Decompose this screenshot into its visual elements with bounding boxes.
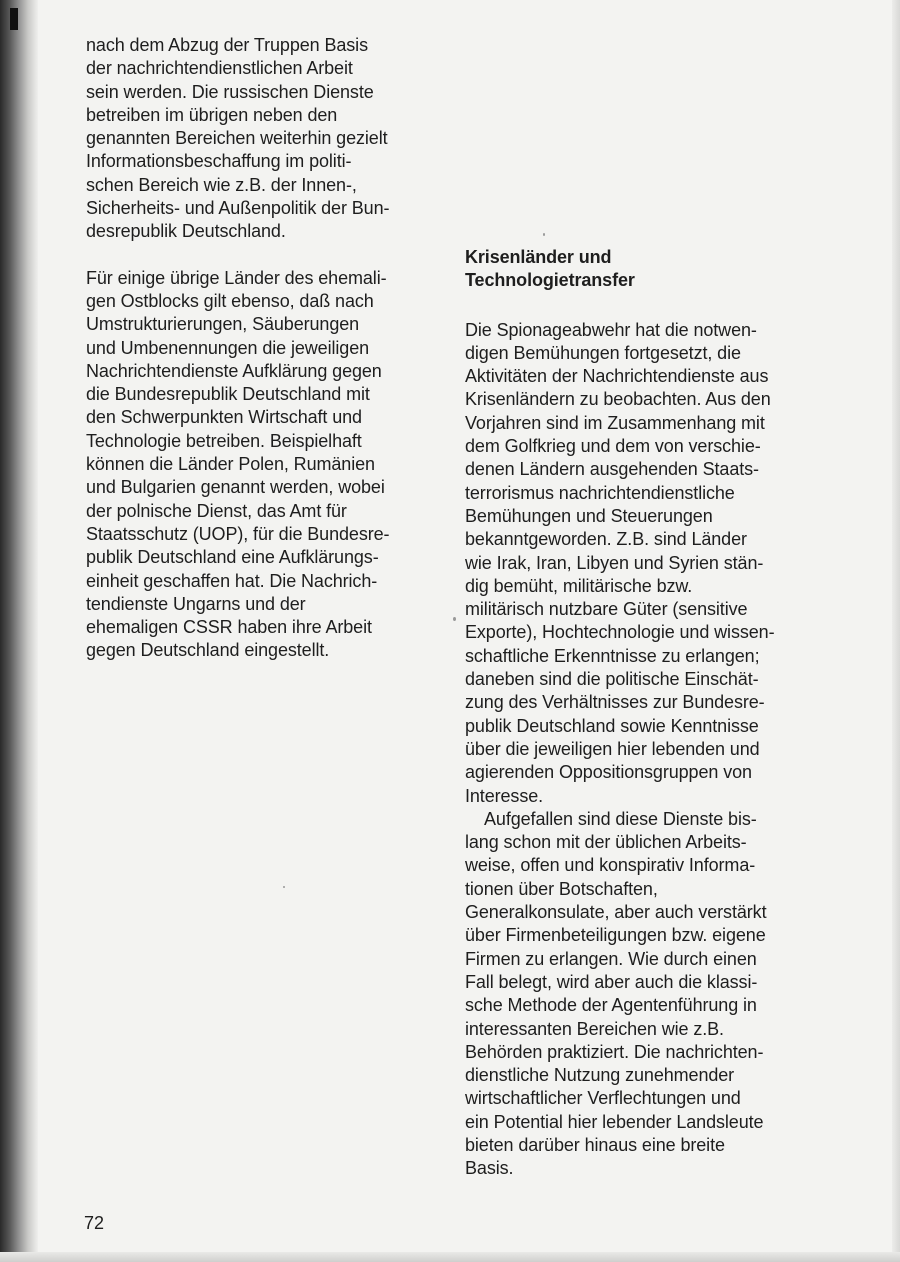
text-line: Für einige übrige Länder des ehemali- [86,267,387,288]
text-line: Nachrichtendienste Aufklärung gegen [86,360,382,381]
text-line: gegen Deutschland eingestellt. [86,640,330,661]
text-line: bieten darüber hinaus eine breite [465,1134,725,1155]
text-line: der nachrichtendienstlichen Arbeit [86,58,353,79]
heading-line: Krisenländer und [465,247,612,267]
text-line: dig bemüht, militärische bzw. [465,575,693,596]
text-line: publik Deutschland eine Aufklärungs- [86,547,379,568]
text-line: Bemühungen und Steuerungen [465,505,713,526]
text-line: dem Golfkrieg und dem von verschie- [465,436,761,457]
text-line: Staatsschutz (UOP), für die Bundesre- [86,523,390,544]
text-line: genannten Bereichen weiterhin gezielt [86,128,388,149]
text-line: und Bulgarien genannt werden, wobei [86,477,385,498]
text-line: Vorjahren sind im Zusammenhang mit [465,412,765,433]
text-line: tendienste Ungarns und der [86,593,306,614]
text-line: den Schwerpunkten Wirtschaft und [86,407,362,428]
text-line: weise, offen und konspirativ Informa- [465,855,756,876]
text-line: Technologie betreiben. Beispielhaft [86,430,362,451]
section-heading [465,246,825,293]
text-line: Krisenländern zu beobachten. Aus den [465,389,771,410]
right-column [465,246,825,1181]
text-line: lang schon mit der üblichen Arbeits- [465,832,747,853]
text-line: die Bundesrepublik Deutschland mit [86,384,370,405]
text-line: Die Spionageabwehr hat die notwen- [465,319,757,340]
right-paragraph-2 [465,808,825,1181]
text-line: wie Irak, Iran, Libyen und Syrien stän- [465,552,764,573]
text-line: und Umbenennungen die jeweiligen [86,337,370,358]
text-line: Generalkonsulate, aber auch verstärkt [465,902,767,923]
right-paragraph-1 [465,319,825,808]
text-line: schaftliche Erkenntnisse zu erlangen; [465,645,760,666]
text-line: Interesse. [465,785,544,806]
text-line: Umstrukturierungen, Säuberungen [86,314,360,335]
left-paragraph-1 [86,34,446,244]
text-line: denen Ländern ausgehenden Staats- [465,459,759,480]
text-line: Exporte), Hochtechnologie und wissen- [465,622,775,643]
text-line: einheit geschaffen hat. Die Nachrich- [86,570,378,591]
text-line: daneben sind die politische Einschät- [465,669,759,690]
text-line: der polnische Dienst, das Amt für [86,500,347,521]
text-line: nach dem Abzug der Truppen Basis [86,35,368,55]
binding-mark [10,8,18,30]
page-number: 72 [84,1213,105,1233]
text-line: betreiben im übrigen neben den [86,104,338,125]
text-line: sein werden. Die russischen Dienste [86,81,374,102]
text-line: ein Potential hier lebender Landsleute [465,1111,764,1132]
text-line: Basis. [465,1158,514,1179]
text-line: Aufgefallen sind diese Dienste bis- [484,808,757,829]
text-line: sche Methode der Agentenführung in [465,995,757,1016]
paragraph-gap [465,293,825,319]
heading-line: Technologietransfer [465,270,635,291]
scan-speck [543,233,545,236]
text-line: Firmen zu erlangen. Wie durch einen [465,948,757,969]
text-line: bekanntgeworden. Z.B. sind Länder [465,529,747,550]
text-line: über die jeweiligen hier lebenden und [465,738,760,759]
left-paragraph-2 [86,267,446,663]
text-line: agierenden Oppositionsgruppen von [465,762,752,783]
text-line: Fall belegt, wird aber auch die klassi- [465,971,758,992]
scan-speck [453,617,456,621]
binding-shadow [0,0,38,1262]
text-line: ehemaligen CSSR haben ihre Arbeit [86,617,372,638]
paragraph-gap [86,244,446,267]
text-line: militärisch nutzbare Güter (sensitive [465,599,748,620]
scan-speck [283,886,285,888]
text-line: schen Bereich wie z.B. der Innen-, [86,174,357,195]
text-line: publik Deutschland sowie Kenntnisse [465,715,759,736]
text-line: desrepublik Deutschland. [86,221,286,242]
text-line: können die Länder Polen, Rumänien [86,454,375,475]
left-column [86,34,446,663]
text-line: tionen über Botschaften, [465,878,658,899]
text-line: Informationsbeschaffung im politi- [86,151,352,172]
text-line: gen Ostblocks gilt ebenso, daß nach [86,290,374,311]
text-line: digen Bemühungen fortgesetzt, die [465,342,741,363]
text-line: Sicherheits- und Außenpolitik der Bun- [86,198,390,219]
page-edge-right [892,0,900,1262]
text-line: wirtschaftlicher Verflechtungen und [465,1088,741,1109]
text-line: über Firmenbeteiligungen bzw. eigene [465,925,766,946]
text-line: Behörden praktiziert. Die nachrichten- [465,1041,764,1062]
page-edge-bottom [0,1252,900,1262]
text-line: zung des Verhältnisses zur Bundesre- [465,692,765,713]
text-line: dienstliche Nutzung zunehmender [465,1065,735,1086]
text-line: Aktivitäten der Nachrichtendienste aus [465,366,769,387]
text-line: terrorismus nachrichtendienstliche [465,482,735,503]
text-line: interessanten Bereichen wie z.B. [465,1018,724,1039]
